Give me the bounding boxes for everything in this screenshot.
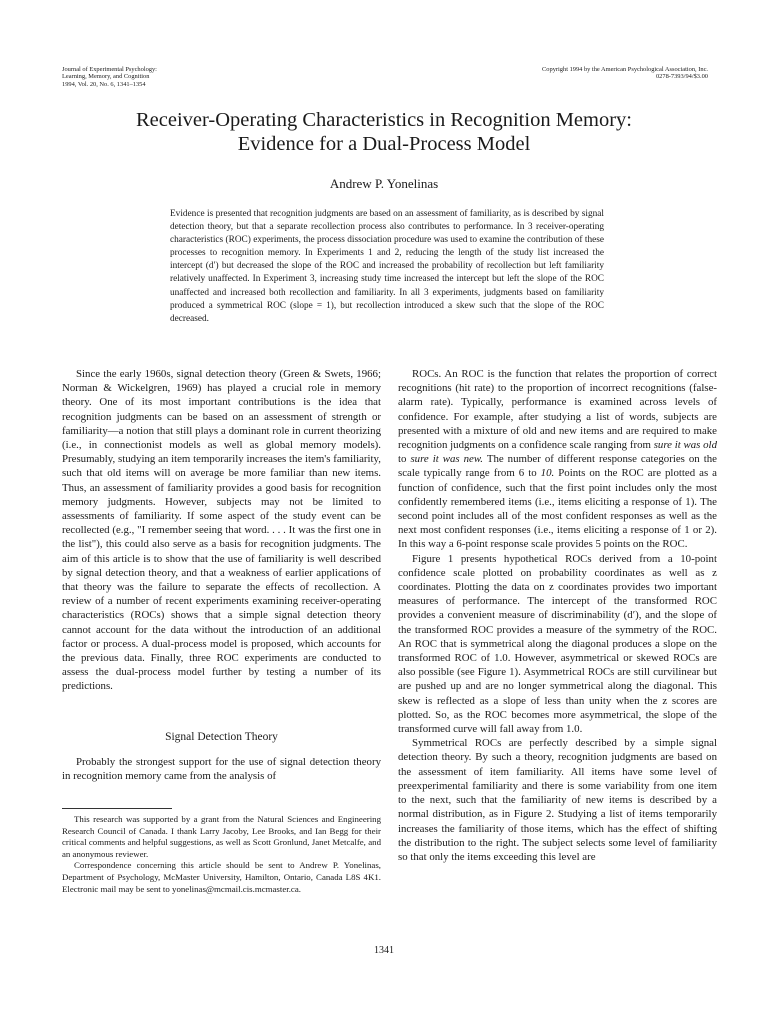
journal-info	[62, 66, 322, 88]
article-title	[0, 108, 768, 156]
page-number: 1341	[374, 945, 394, 956]
journal-line: Learning, Memory, and Cognition	[62, 73, 150, 81]
left-column-continued	[62, 755, 381, 783]
roc-paragraph-emphasis: sure it was old	[653, 439, 717, 452]
intro-paragraph: Since the early 1960s, signal detection theory (Green & Swets, 1966; Norman & Wickelgren, 1969) has played a crucial role in memory theory. One of its most important contributions is the idea that recognition judgments can be based on an assessment of strength or familiarity—a notion that still plays a dominant role in current theorizing (i.e., in connectionist models as well as global memory models). Presumably, studying an item temporarily increases the item's familiarity, such that old items will on average be more familiar than new items. Thus, an assessment of familiarity provides a good basis for recognition memory judgments. However, subjects may not be limited to assessments of familiarity. If some aspect of the study event can be recollected (e.g., "I remember seeing that word. . . . It was the first one in the list"), this could also serve as a basis for recognition judgments. The aim of this article is to show that the use of familiarity is well described by signal detection theory, and that a weakness of earlier applications of that theory was the failure to separate the effects of recollection. A review of a number of recent experiments examining receiver-operating characteristics (ROCs) shows that a simple signal detection theory cannot account for the data without the introduction of an additional factor or process. A dual-process model is proposed, which accounts for the previous data. Finally, three ROC experiments are conducted to assess the dual-process model further by testing a number of its predictions.	[62, 368, 381, 693]
copyright-line: Copyright 1994 by the American Psychological Association, Inc.	[542, 66, 708, 73]
section-paragraph: Probably the strongest support for the use of signal detection theory in recognition memory came from the analysis of	[62, 756, 381, 783]
copyright-line: 0278-7393/94/$3.00	[655, 73, 708, 81]
roc-paragraph-emphasis: 10.	[540, 467, 555, 480]
roc-paragraph-text: ROCs. An ROC is the function that relates the proportion of correct recognitions (hit rate) to the proportion of incorrect recognitions (false-alarm rate). Typically, performance is examined across levels of confidence. For example, after studying a list of words, subjects are presented with a mixture of old and new items and are required to make recognition judgments on a confidence scale ranging from	[398, 368, 717, 452]
roc-paragraph-text: The number of different response categories on the scale typically range from 6 to	[398, 453, 717, 480]
footnote	[62, 814, 381, 895]
title-line-2: Evidence for a Dual-Process Model	[237, 133, 531, 155]
journal-line: 1994, Vol. 20, No. 6, 1341–1354	[62, 80, 146, 88]
journal-line: Journal of Experimental Psychology:	[62, 66, 157, 73]
roc-paragraph-text: Points on the ROC are plotted as a function of confidence, such that the first point includes only the most confidently remembered items (i.e., items eliciting a response of 1). The second point includes all of the most confident responses as well as the next most confident responses (i.e., items eliciting a response of 1 or 2). In this way a 6-point response scale provides 5 points on the ROC.	[398, 467, 717, 551]
section-heading: Signal Detection Theory	[165, 731, 278, 743]
right-column	[398, 367, 717, 864]
footnote-acknowledgment: This research was supported by a grant from the Natural Sciences and Engineering Research Council of Canada. I thank Larry Jacoby, Lee Brooks, and Ian Begg for their critical comments and helpful suggestions, as well as Scott Gronlund, Janet Metcalfe, and an anonymous reviewer.	[62, 814, 381, 859]
left-column	[62, 367, 381, 694]
title-line-1: Receiver-Operating Characteristics in Recognition Memory:	[136, 109, 632, 131]
footnote-correspondence: Correspondence concerning this article should be sent to Andrew P. Yonelinas, Department of Psychology, McMaster University, Hamilton, Ontario, Canada L8S 4K1. Electronic mail may be sent to yonelinas@mcmail.cis.mcmaster.ca.	[62, 860, 381, 894]
roc-paragraph-text: to	[398, 453, 411, 466]
symmetrical-roc-paragraph: Symmetrical ROCs are perfectly described by a simple signal detection theory. By such a theory, recognition judgments are based on the assessment of item familiarity. All items have some level of preexperimental familiarity and there is some variability from one item to the next, such that the familiarity of new items is described by a normal distribution, as in Figure 2. Studying a list of items temporarily increases the familiarity of those items, which has the effect of shifting the distribution to the right. The subject selects some level of familiarity so that only the items exceeding this level are	[398, 737, 717, 863]
author-name: Andrew P. Yonelinas	[329, 176, 439, 191]
figure1-paragraph: Figure 1 presents hypothetical ROCs derived from a 10-point confidence scale plotted on probability coordinates as well as z coordinates. Plotting the data on z coordinates provides two important measures of performance. The intercept of the transformed ROC provides a convenient measure of discriminability (d′), and the slope of the transformed ROC provides a measure of the symmetry of the ROC. An ROC that is symmetrical along the diagonal produces a slope on the transformed ROC of 1.0. However, asymmetrical or skewed ROCs are also possible (see Figure 1). Asymmetrical ROCs are still curvilinear but are pushed up and are no longer symmetrical along the diagonal. This skew is reflected as a slope of less than unity when the z scores are plotted. So, as the ROC becomes more asymmetrical, the slope of the transformed curve will fall away from 1.0.	[398, 552, 717, 736]
footnote-divider	[62, 808, 172, 809]
abstract: Evidence is presented that recognition judgments are based on an assessment of familiarity, as is described by signal detection theory, but that a separate recollection process also contributes to performance. In 3 receiver-operating characteristics (ROC) experiments, the process dissociation procedure was used to examine the contribution of these processes to recognition memory. In Experiments 1 and 2, reducing the length of the study list increased the intercept (d′) but decreased the slope of the ROC and increased the probability of recollection but left familiarity relatively unaffected. In Experiment 3, increasing study time increased the intercept but left the slope of the ROC unaffected and increased both recollection and familiarity. In all 3 experiments, judgments based on familiarity produced a symmetrical ROC (slope = 1), but recollection introduced a skew such that the slope of the ROC decreased.	[170, 209, 604, 324]
roc-paragraph	[398, 367, 717, 552]
roc-paragraph-emphasis: sure it was new.	[410, 453, 484, 466]
copyright-info	[378, 66, 708, 81]
